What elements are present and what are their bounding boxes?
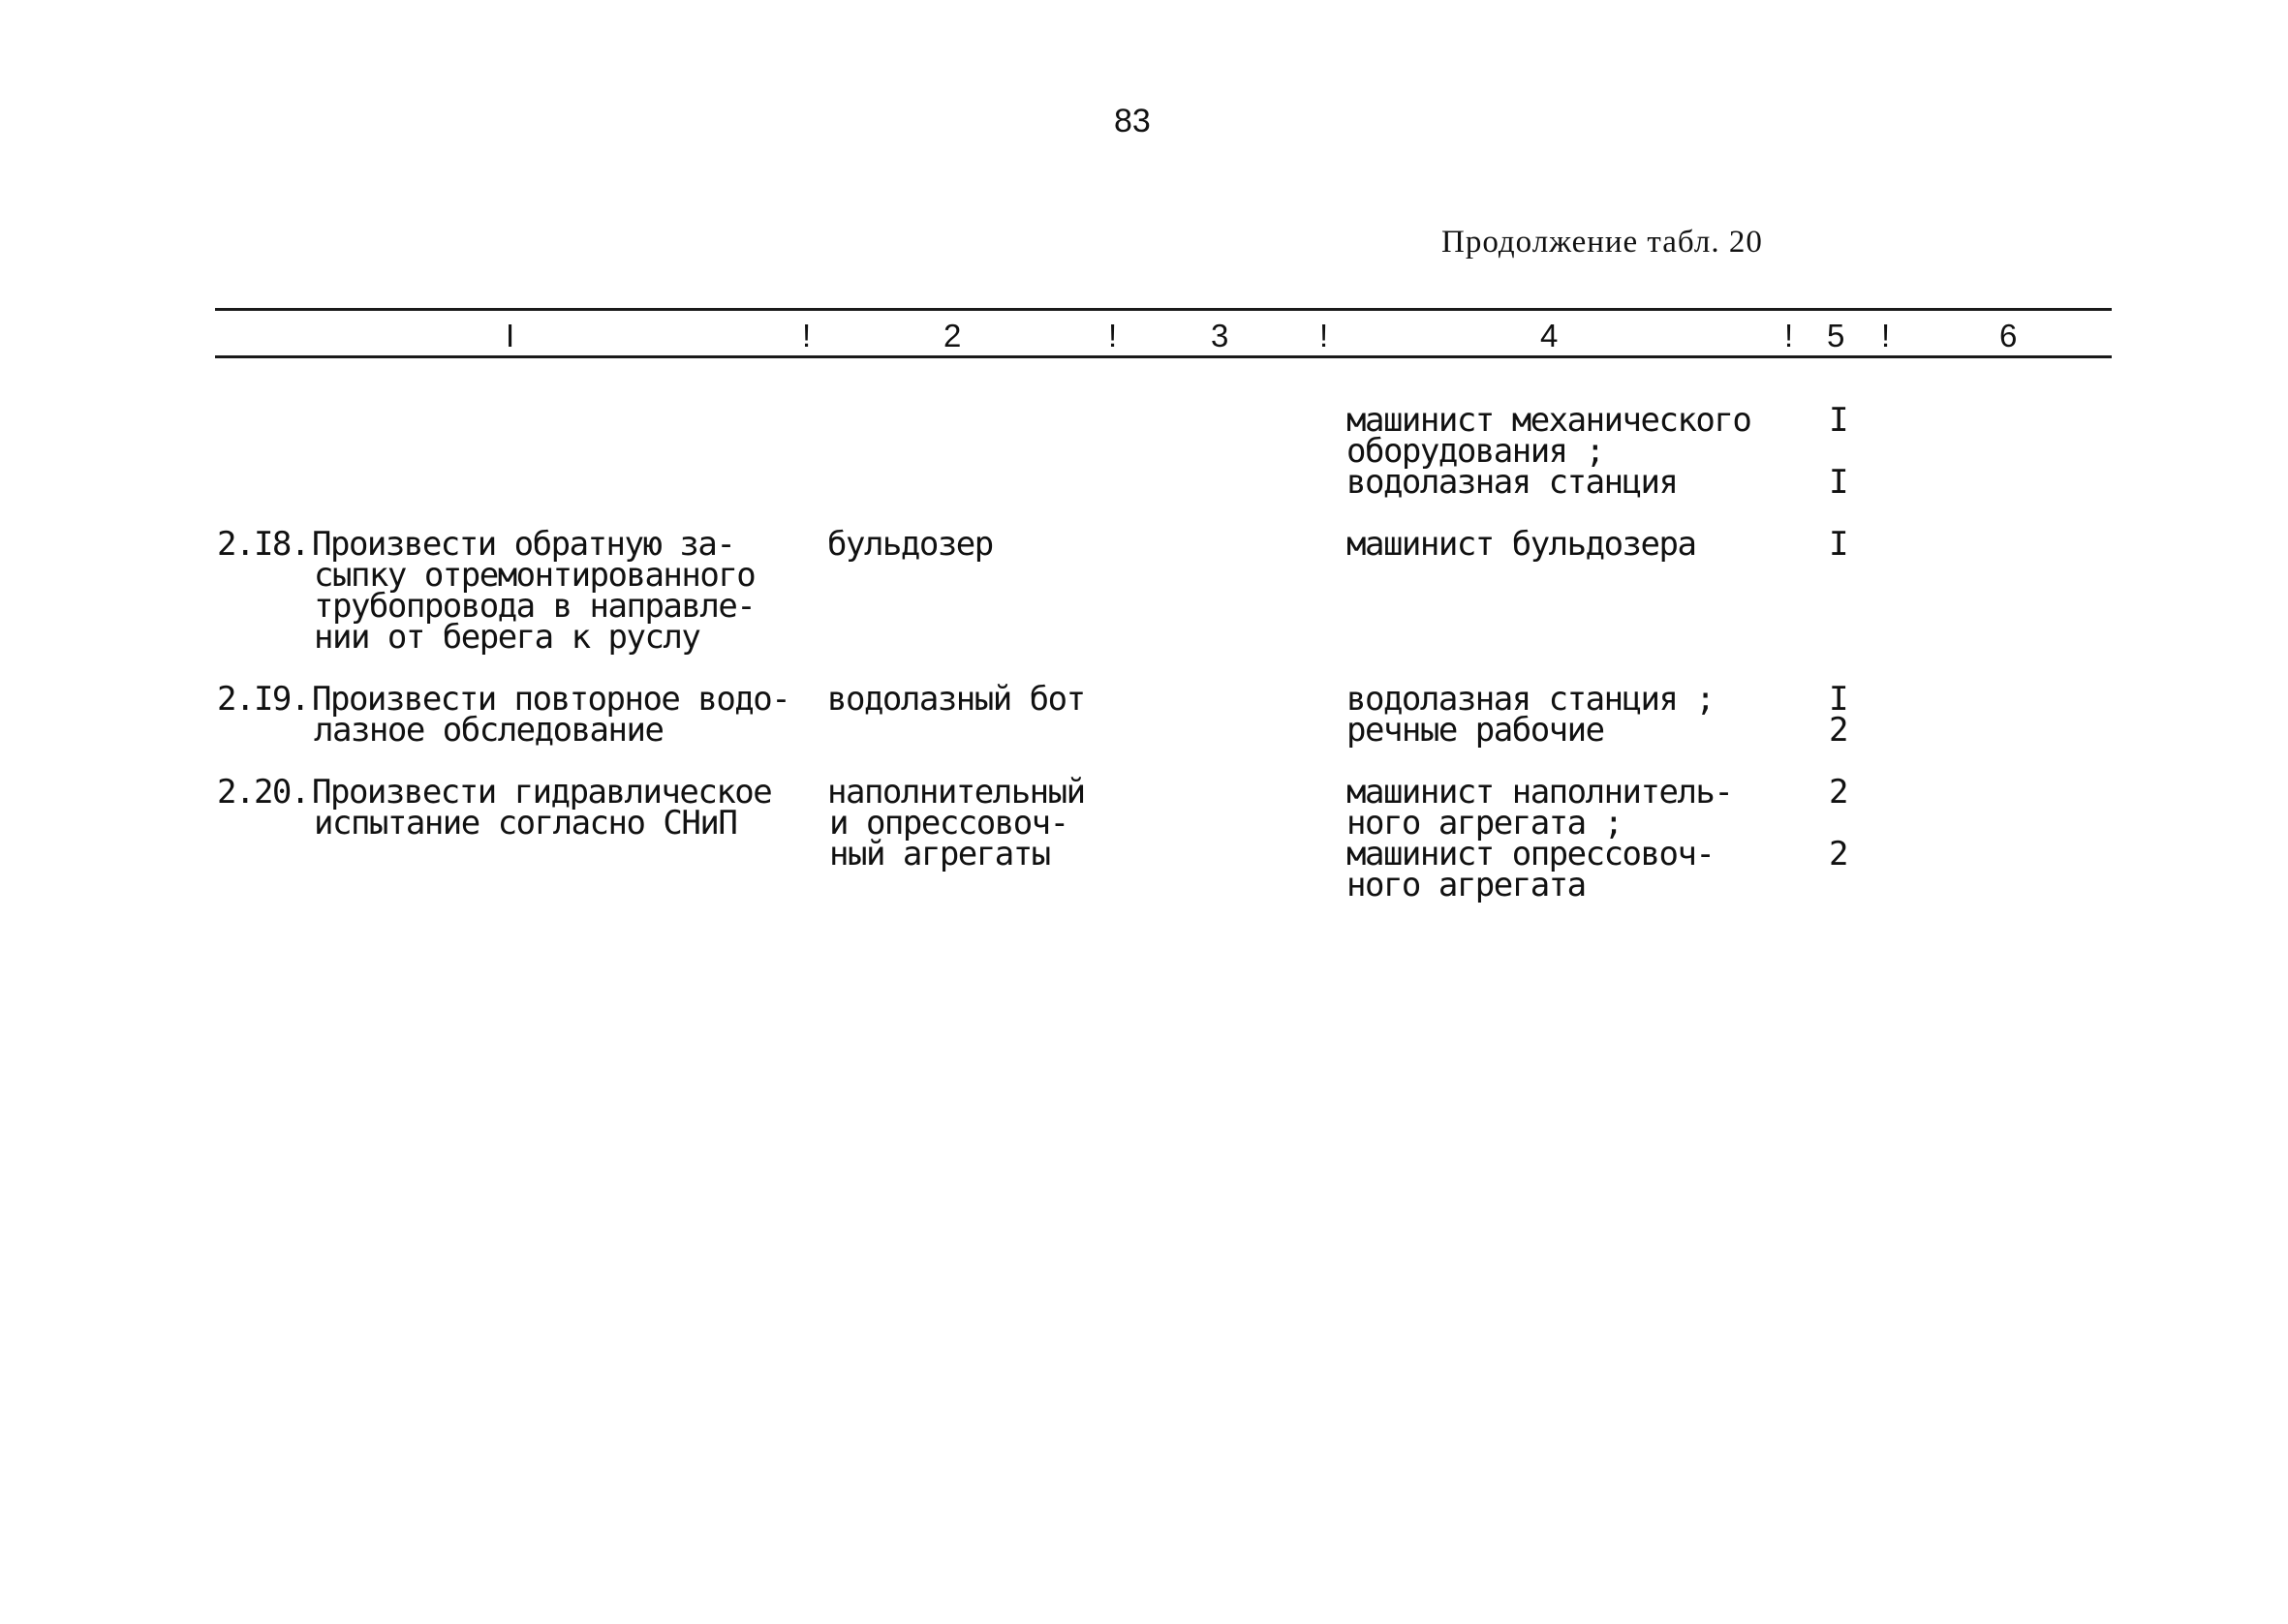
header-separator: ! <box>1881 318 1891 353</box>
equipment-line: ный агрегаты <box>829 835 1050 873</box>
worker-line: речные рабочие <box>1346 711 1604 750</box>
worker-count: 2 <box>1829 711 1849 750</box>
equipment-line: бульдозер <box>827 525 993 564</box>
header-col-6: 6 <box>1999 318 2018 353</box>
operation-line: трубопровода в направле- <box>314 587 756 626</box>
header-col-1: I <box>506 318 515 353</box>
operation-line: Произвести гидравлическое <box>312 773 772 812</box>
header-separator: ! <box>1108 318 1118 353</box>
operation-line: сыпку отремонтированного <box>314 556 756 595</box>
equipment-line: и опрессовоч- <box>829 804 1068 843</box>
worker-count: 2 <box>1829 835 1849 873</box>
header-col-4: 4 <box>1540 318 1559 353</box>
worker-line: машинист наполнитель- <box>1346 773 1733 812</box>
worker-line: водолазная станция <box>1346 463 1678 502</box>
worker-line: машинист опрессовоч- <box>1346 835 1715 873</box>
worker-count: I <box>1829 401 1849 440</box>
operation-line: испытание согласно СНиП <box>314 804 737 843</box>
worker-line: машинист бульдозера <box>1346 525 1696 564</box>
header-separator: ! <box>1319 318 1329 353</box>
operation-line: лазное обследование <box>314 711 664 750</box>
worker-count: I <box>1829 463 1849 502</box>
worker-line: машинист механического <box>1346 401 1751 440</box>
row-id: 2.20. <box>217 773 309 812</box>
row-id: 2.I9. <box>217 680 309 719</box>
worker-count: I <box>1829 680 1849 719</box>
worker-count: 2 <box>1829 773 1849 812</box>
worker-line: ного агрегата <box>1346 866 1586 904</box>
equipment-line: наполнительный <box>827 773 1085 812</box>
operation-line: Произвести повторное водо- <box>312 680 790 719</box>
header-bottom-rule <box>215 355 2112 358</box>
header-col-5: 5 <box>1827 318 1845 353</box>
table-caption: Продолжение табл. 20 <box>1441 225 1763 260</box>
header-separator: ! <box>802 318 812 353</box>
worker-line: водолазная станция ; <box>1346 680 1715 719</box>
page-number: 83 <box>1114 103 1151 139</box>
header-separator: ! <box>1784 318 1794 353</box>
operation-line: Произвести обратную за- <box>312 525 735 564</box>
worker-count: I <box>1829 525 1849 564</box>
worker-line: оборудования ; <box>1346 432 1604 471</box>
row-id: 2.I8. <box>217 525 309 564</box>
worker-line: ного агрегата ; <box>1346 804 1623 843</box>
header-col-3: 3 <box>1211 318 1229 353</box>
equipment-line: водолазный бот <box>827 680 1085 719</box>
operation-line: нии от берега к руслу <box>314 618 700 657</box>
header-top-rule <box>215 308 2112 311</box>
header-col-2: 2 <box>943 318 962 353</box>
